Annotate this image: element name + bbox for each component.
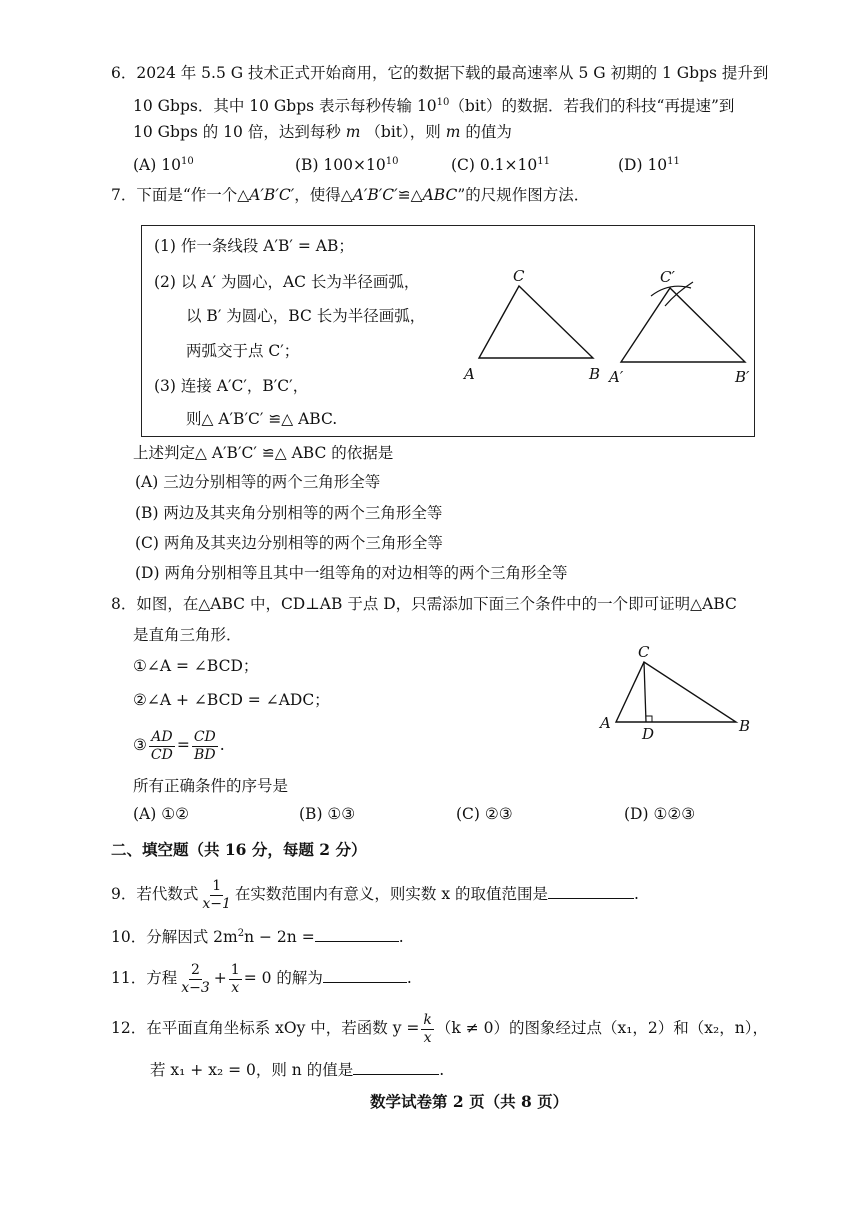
q6-line3-text3: 的值为 [465, 123, 512, 141]
q6-var-m: m [345, 123, 361, 141]
q8-option-d[interactable]: (D) ①②③ [624, 805, 696, 823]
q7-option-c[interactable]: (C) 两角及其夹边分别相等的两个三角形全等 [135, 534, 443, 552]
q9: 9．若代数式 $\frac{1}{x-1}$ 在实数范围内有意义，则实数 x 的取值范围是 . [111, 877, 639, 912]
q8-label-a: A [600, 714, 611, 732]
q7-label-b-prime: B′ [735, 368, 750, 386]
q12-fraction: $\frac{k}{x}$ [423, 1011, 432, 1046]
q6-var-m2: m [445, 123, 461, 141]
q8-label-b: B [739, 717, 751, 735]
q12-line2: 若 x₁ + x₂ = 0，则 n 的值是 . [150, 1061, 445, 1079]
q8-condition-2: ②∠A + ∠BCD = ∠ADC； [133, 691, 330, 709]
q6-line3-text: 10 Gbps 的 10 倍，达到每秒 [133, 123, 341, 141]
q8-line2: 是直角三角形． [133, 626, 242, 644]
q6-exponent: 10 [436, 97, 450, 108]
q6-option-b[interactable]: (B) $100\times 10^{10}$ [295, 156, 399, 175]
q6-line2 [133, 93, 734, 116]
q9-fraction: $\frac{1}{x-1}$ [202, 877, 231, 912]
q8-fraction-cd-bd: $\frac{CD}{BD}$ [193, 728, 216, 763]
q6-option-c[interactable]: (C) $0.1\times 10^{11}$ [451, 156, 550, 175]
q10: 10．分解因式 $2m^2n - 2n$ = . [111, 928, 404, 947]
q9-answer-blank[interactable] [548, 884, 634, 899]
q8-option-a[interactable]: (A) ①② [133, 805, 190, 823]
q8-figure [596, 642, 758, 742]
q7-triangle-a2b2c2 [607, 268, 750, 386]
q8-condition-3: ③ $\frac{AD}{CD}$ = $\frac{CD}{BD}$ . [133, 728, 225, 763]
section-title-fill-in: 二、填空题（共 16 分，每题 2 分） [111, 840, 367, 859]
q7-option-d[interactable]: (D) 两角分别相等且其中一组等角的对边相等的两个三角形全等 [135, 564, 568, 582]
q6-line3-text2: （bit），则 [365, 123, 441, 141]
q6-line2-text: 10 Gbps．其中 10 Gbps 表示每秒传输 10 [133, 97, 437, 116]
q6-line2-text2: （bit）的数据．若我们的科技“再提速”到 [449, 97, 735, 116]
q7-triangle-abc [462, 267, 600, 383]
q7-label-a: A [464, 365, 475, 383]
q7-option-b[interactable]: (B) 两边及其夹角分别相等的两个三角形全等 [135, 504, 443, 522]
q8-condition-1: ①∠A = ∠BCD； [133, 657, 259, 675]
q6-option-a[interactable]: (A) $10^{10}$ [133, 156, 194, 175]
q8-label-c: C [638, 643, 650, 661]
q8-option-c[interactable]: (C) ②③ [456, 805, 513, 823]
q7-label-a-prime: A′ [609, 368, 624, 386]
q7-step3a: (3) 连接 A′C′，B′C′， [154, 377, 309, 395]
q11-fraction-2: $\frac{1}{x}$ [230, 961, 240, 996]
q7-label-c-prime: C′ [660, 268, 675, 286]
q7-step3b: 则△ A′B′C′ ≌△ ABC. [186, 410, 338, 428]
q7-step2b: 以 B′ 为圆心，BC 长为半径画弧， [186, 307, 426, 325]
q6-option-d[interactable]: (D) $10^{11}$ [618, 156, 680, 175]
q7-question: 上述判定△ A′B′C′ ≌△ ABC 的依据是 [133, 444, 394, 462]
q8-fraction-ad-cd: $\frac{AD}{CD}$ [150, 728, 173, 763]
q12-answer-blank[interactable] [353, 1060, 439, 1075]
q7-step2c: 两弧交于点 C′； [186, 342, 300, 360]
q11: 11．方程 $\frac{2}{x-3}$ + $\frac{1}{x}$ = 0 的解为 . [111, 961, 412, 996]
q8-line1: 8．如图，在△ABC 中，CD⊥AB 于点 D，只需添加下面三个条件中的一个即可证明△ABC [111, 595, 737, 613]
q6-line3 [133, 122, 512, 142]
q8-label-d: D [642, 725, 655, 742]
q8-question: 所有正确条件的序号是 [133, 777, 289, 795]
q7-label-b: B [589, 365, 601, 383]
q11-answer-blank[interactable] [323, 968, 407, 983]
q11-fraction-1: $\frac{2}{x-3}$ [181, 961, 210, 996]
q8-option-b[interactable]: (B) ①③ [299, 805, 356, 823]
q7-figures [455, 262, 755, 390]
page-footer: 数学试卷第 2 页（共 8 页） [370, 1092, 569, 1111]
q12-line1: 12．在平面直角坐标系 xOy 中，若函数 y = $\frac{k}{x}$ （k ≠ 0）的图象经过点（x₁，2）和（x₂，n）， [111, 1011, 768, 1046]
q6-line1: 6．2024 年 5.5 G 技术正式开始商用，它的数据下载的最高速率从 5 G 初期的 1 Gbps 提升到 [111, 64, 769, 82]
q7-step1: (1) 作一条线段 A′B′ = AB； [154, 237, 354, 255]
q7-label-c: C [513, 267, 525, 285]
q7-line1: 7．下面是“作一个△A′B′C′，使得△A′B′C′≌△ABC”的尺规作图方法． [111, 186, 590, 204]
q7-option-a[interactable]: (A) 三边分别相等的两个三角形全等 [135, 473, 381, 491]
q7-step2a: (2) 以 A′ 为圆心，AC 长为半径画弧， [154, 273, 420, 291]
q10-answer-blank[interactable] [315, 927, 399, 942]
